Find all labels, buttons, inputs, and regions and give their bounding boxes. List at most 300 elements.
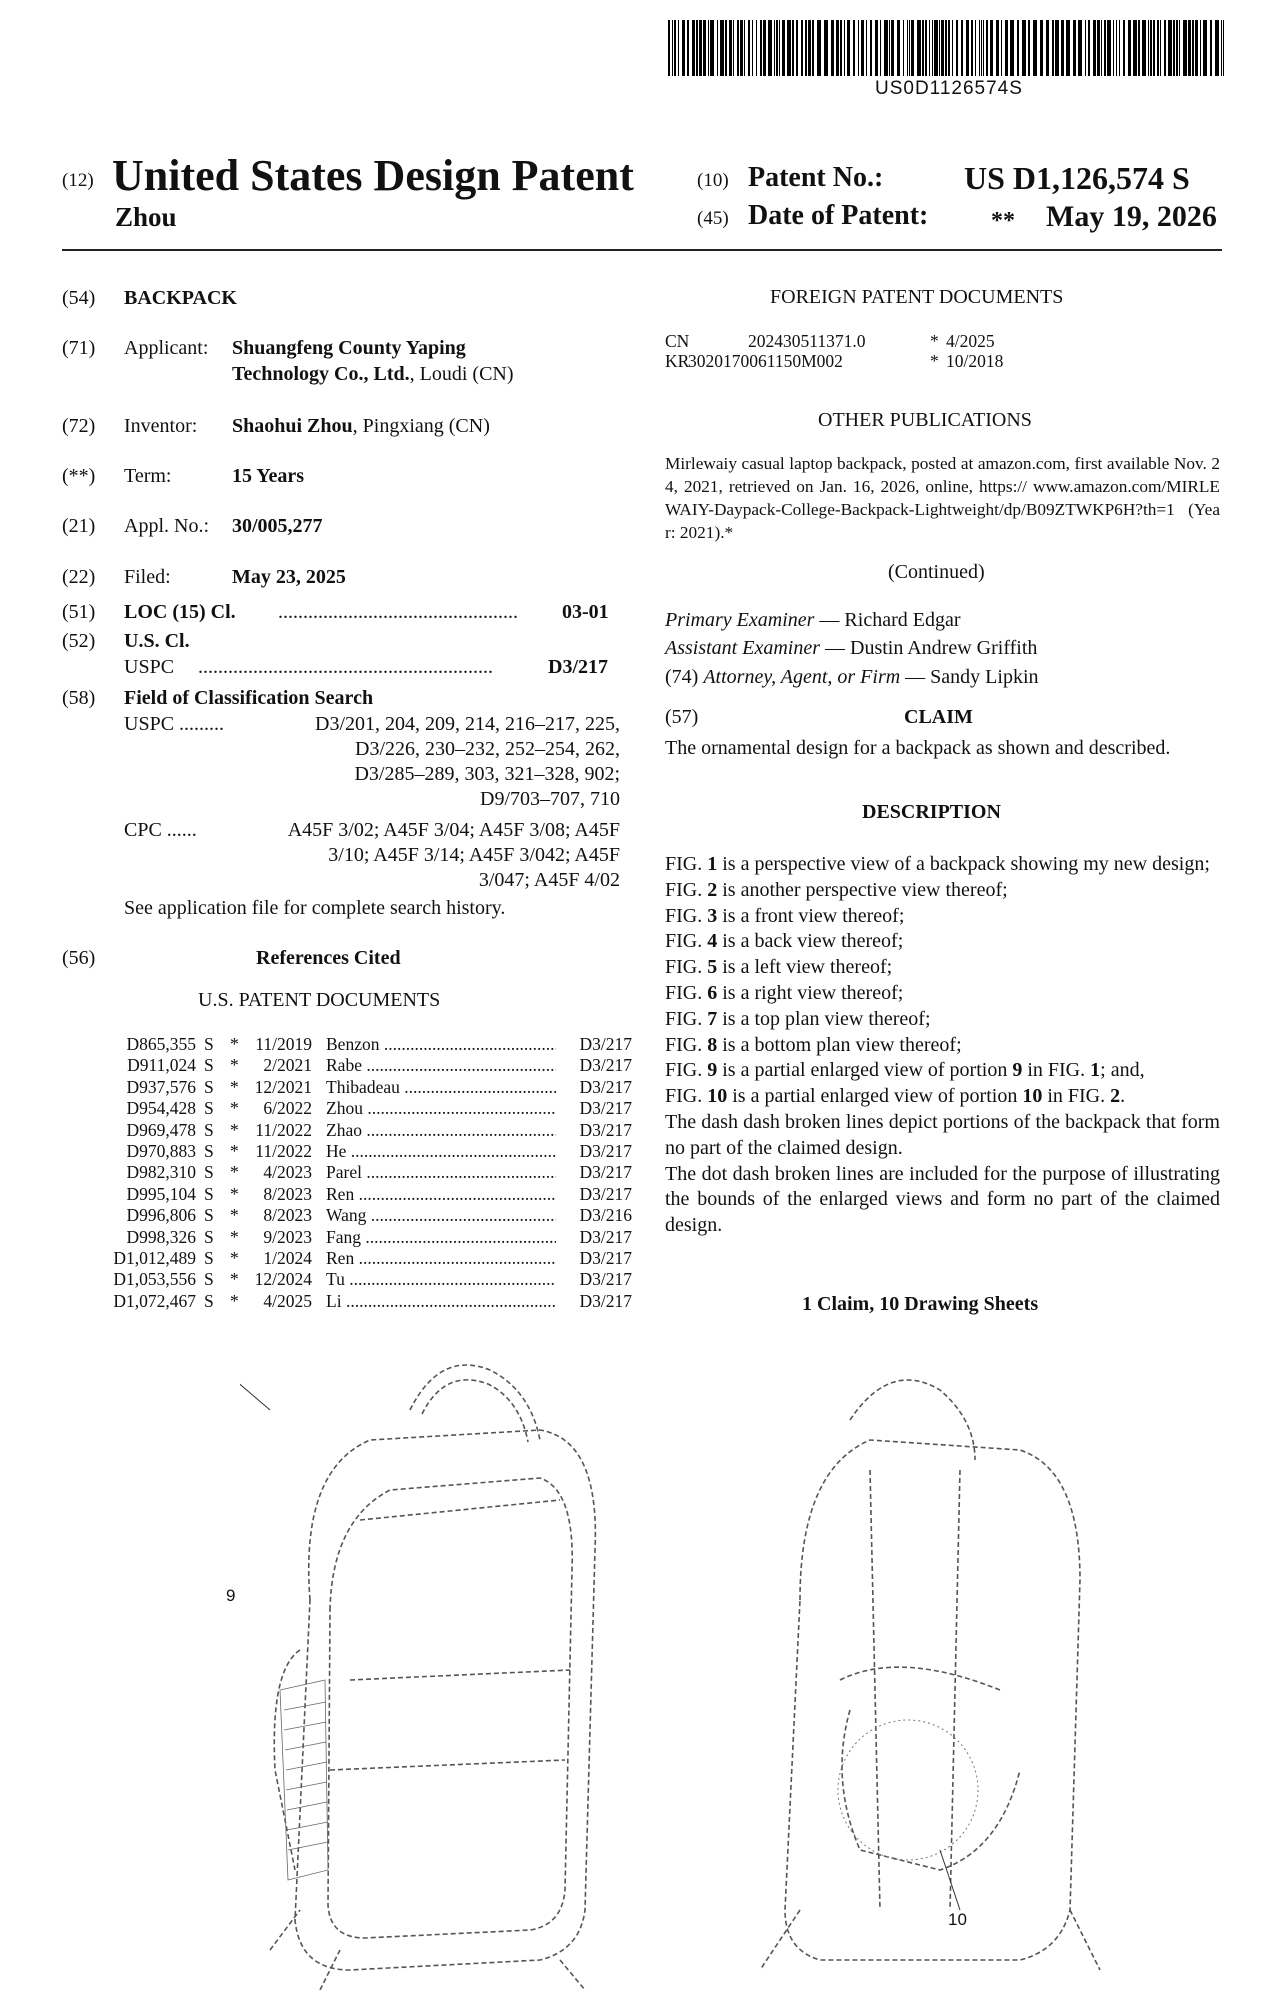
term-label: Term: (124, 465, 172, 487)
us-patent-date: 4/2023 (263, 1162, 312, 1183)
inventor-line (232, 414, 490, 439)
us-patent-kind: S (204, 1034, 214, 1054)
foreign-doc-star: * (930, 331, 939, 351)
us-patent-name: Tu ..... (326, 1269, 626, 1290)
description-post: is another perspective view thereof; (717, 878, 1008, 901)
loc-label: LOC (15) Cl. (124, 601, 236, 623)
barcode-bar (1055, 20, 1059, 76)
description-post: is a right view thereof; (717, 981, 904, 1004)
us-patent-cls: D3/217 (556, 1141, 632, 1162)
barcode-bar (853, 20, 855, 76)
barcode-bar (1005, 20, 1008, 76)
barcode-bar (1113, 20, 1114, 76)
barcode-bar (737, 20, 739, 76)
barcode-bar (1010, 20, 1014, 76)
backpack-drawings (240, 1350, 1240, 1990)
field-cpc-2: 3/10; A45F 3/14; A45F 3/042; A45F (328, 844, 620, 866)
description-body (665, 852, 1220, 1239)
description-fig10 (665, 1084, 1220, 1110)
barcode-bar (760, 20, 762, 76)
barcode-bar (1066, 20, 1070, 76)
description-pre: FIG. (665, 956, 708, 979)
us-patent-star: * (230, 1248, 239, 1268)
barcode-bar (1040, 20, 1043, 76)
us-patent-cls: D3/217 (556, 1184, 632, 1205)
appl-value: 30/005,277 (232, 515, 323, 537)
us-patent-star: * (230, 1034, 239, 1054)
us-patent-num: D996,806 (126, 1205, 196, 1226)
us-patent-documents-label: U.S. PATENT DOCUMENTS (198, 989, 441, 1011)
field-uspc-4: D9/703–707, 710 (480, 788, 620, 810)
barcode-bar (1085, 20, 1086, 76)
barcode (668, 20, 1224, 76)
code-21: (21) (62, 515, 96, 537)
desc-9-d: 9 (1012, 1059, 1023, 1082)
barcode-bar (1116, 20, 1117, 76)
barcode-bar (672, 20, 673, 76)
us-patent-row (90, 1269, 632, 1290)
barcode-bar (774, 20, 775, 76)
applicant-location: , Loudi (CN) (409, 363, 514, 385)
barcode-bar (1123, 20, 1125, 76)
barcode-bar (1052, 20, 1054, 76)
barcode-bar (756, 20, 757, 76)
barcode-bar (1128, 20, 1131, 76)
barcode-bar (840, 20, 842, 76)
barcode-bar (939, 20, 940, 76)
barcode-bar (740, 20, 743, 76)
loc-value: 03-01 (562, 601, 609, 623)
patent-number: US D1,126,574 S (964, 160, 1190, 196)
us-patent-cls: D3/217 (556, 1269, 632, 1290)
barcode-bar (1148, 20, 1149, 76)
us-patent-kind: S (204, 1205, 214, 1226)
field-cpc-prefix: CPC ...... (124, 819, 197, 841)
description-line (665, 955, 1220, 981)
barcode-bar (1119, 20, 1120, 76)
header-rule (62, 249, 1222, 251)
leader-line-9 (240, 1350, 270, 1410)
barcode-bar (844, 20, 845, 76)
barcode-bar (875, 20, 878, 76)
us-patent-cls: D3/217 (556, 1227, 632, 1248)
barcode-bar (996, 20, 999, 76)
us-patent-kind: S (204, 1290, 214, 1311)
barcode-bar (1164, 20, 1166, 76)
inventor-name: Shaohui Zhou (232, 415, 353, 437)
barcode-bar (808, 20, 811, 76)
references-cited-label: References Cited (256, 947, 401, 969)
us-patent-num: D969,478 (126, 1119, 196, 1140)
barcode-bar (1046, 20, 1049, 76)
loc-dots: ................................................ (278, 601, 518, 623)
description-fig9 (665, 1058, 1220, 1084)
inventor-location: , Pingxiang (CN) (352, 415, 490, 437)
barcode-bar (1138, 20, 1140, 76)
barcode-bar (733, 20, 734, 76)
barcode-bar (870, 20, 872, 76)
us-patent-date: 11/2022 (255, 1141, 312, 1161)
us-patent-star: * (230, 1055, 239, 1076)
code-22: (22) (62, 566, 96, 588)
description-pre: FIG. (665, 904, 708, 927)
barcode-bar (990, 20, 993, 76)
barcode-bar (1017, 20, 1019, 76)
field-cpc-3: 3/047; A45F 4/02 (478, 869, 620, 891)
barcode-bar (1203, 20, 1207, 76)
us-patent-date: 2/2021 (263, 1055, 312, 1076)
code-74: (74) (665, 666, 699, 688)
us-patent-name: Zhao ..... (326, 1120, 626, 1141)
us-patent-date: 8/2023 (263, 1205, 312, 1226)
desc-10-a: FIG. (665, 1085, 708, 1108)
barcode-bar (861, 20, 864, 76)
primary-examiner: — Richard Edgar (819, 609, 961, 631)
barcode-bar (1001, 20, 1002, 76)
attorney: — Sandy Lipkin (905, 666, 1039, 688)
description-label: DESCRIPTION (862, 801, 1001, 823)
barcode-bar (831, 20, 834, 76)
desc-9-g: ; and, (1100, 1059, 1145, 1082)
reference-label-9: 9 (226, 1586, 236, 1605)
field-uspc-3: D3/285–289, 303, 321–328, 902; (354, 763, 620, 785)
patent-type-title: United States Design Patent (112, 151, 634, 200)
reference-label-10: 10 (948, 1910, 967, 1929)
code-52: (52) (62, 630, 96, 652)
barcode-bar (922, 20, 924, 76)
field-uspc-1: D3/201, 204, 209, 214, 216–217, 225, (315, 713, 620, 735)
us-patent-kind: S (204, 1055, 214, 1076)
filed-label: Filed: (124, 566, 171, 588)
barcode-bar (1073, 20, 1076, 76)
barcode-bar (824, 20, 828, 76)
barcode-bar (925, 20, 927, 76)
us-patent-kind: S (204, 1269, 214, 1290)
barcode-bar (956, 20, 958, 76)
description-pre: FIG. (665, 878, 708, 901)
barcode-bar (717, 20, 718, 76)
barcode-bar (903, 20, 904, 76)
us-patent-date: 12/2021 (254, 1076, 312, 1097)
us-patent-name: He ..... (326, 1141, 626, 1162)
description-pre: FIG. (665, 1007, 708, 1030)
barcode-bar (1033, 20, 1037, 76)
description-fig: 7 (707, 1007, 718, 1030)
barcode-bar (752, 20, 753, 76)
us-patent-row (90, 1162, 632, 1183)
barcode-bar (805, 20, 807, 76)
barcode-bar (961, 20, 963, 76)
code-72: (72) (62, 415, 96, 437)
barcode-bar (858, 20, 859, 76)
us-patent-row (90, 1055, 632, 1076)
us-patent-name: Zhou ..... (326, 1098, 626, 1119)
us-patent-num: D937,576 (126, 1076, 196, 1097)
barcode-bar (817, 20, 821, 76)
barcode-bar (880, 20, 881, 76)
barcode-bar (891, 20, 894, 76)
continued-link[interactable]: (Continued) (888, 561, 985, 583)
description-pre: FIG. (665, 853, 708, 875)
us-patent-num: D954,428 (126, 1098, 196, 1119)
other-publication-text: Mirlewaiy casual laptop backpack, posted at amazon.com, first available Nov. 24, 2021, retrieved on Jan. 16, 2026, online, https:// www.amazon.com/MIRLEWAIY-Daypack-College-Backpack-Lightweight/dp/B09ZTWKP6H?th=1 (Year: 2021).* (665, 454, 1220, 542)
us-patent-row (90, 1119, 632, 1141)
barcode-bar (897, 20, 900, 76)
us-patent-star: * (230, 1269, 239, 1290)
backpack-front-perspective (270, 1365, 595, 1990)
code-51: (51) (62, 601, 96, 623)
description-figure-lines (665, 852, 1220, 1058)
applicant-line-2 (232, 362, 514, 387)
description-fig: 6 (707, 981, 718, 1004)
description-post: is a perspective view of a backpack showing my new design; (717, 853, 1210, 875)
date-label: Date of Patent: (748, 200, 929, 231)
barcode-bar (744, 20, 745, 76)
other-publications-label: OTHER PUBLICATIONS (818, 409, 1032, 431)
us-patent-kind: S (204, 1162, 214, 1183)
us-patent-star: * (230, 1076, 239, 1097)
foreign-doc-date: 4/2025 (946, 331, 995, 351)
us-patent-date: 6/2022 (263, 1098, 312, 1119)
barcode-bar (1200, 20, 1201, 76)
barcode-bar (729, 20, 732, 76)
field-uspc-prefix: USPC ......... (124, 713, 225, 735)
desc-10-g: . (1120, 1085, 1126, 1108)
barcode-number: US0D1126574S (875, 78, 1023, 99)
applicant-company: Technology Co., Ltd. (232, 363, 410, 385)
barcode-bar (696, 20, 698, 76)
leader-line-10 (940, 1850, 960, 1910)
desc-9-c: is a partial enlarged view of portion (717, 1059, 1013, 1082)
barcode-bar (847, 20, 850, 76)
description-fig: 3 (707, 904, 718, 927)
barcode-bar (1097, 20, 1100, 76)
barcode-bar (945, 20, 947, 76)
barcode-bar (678, 20, 679, 76)
barcode-bar (1192, 20, 1194, 76)
us-cl-label: U.S. Cl. (124, 630, 190, 652)
us-patent-kind: S (204, 1183, 214, 1204)
description-fig: 8 (707, 1033, 718, 1056)
us-patent-star: * (230, 1290, 239, 1311)
us-patent-star: * (230, 1162, 239, 1183)
foreign-doc-country: CN (665, 331, 690, 351)
us-patent-date: 11/2019 (255, 1034, 312, 1054)
us-patent-row (90, 1076, 632, 1098)
barcode-bar (1188, 20, 1191, 76)
barcode-bar (748, 20, 750, 76)
description-line (665, 1033, 1220, 1059)
desc-9-b: 9 (707, 1059, 718, 1082)
us-patent-date: 12/2024 (254, 1269, 312, 1290)
barcode-bar (981, 20, 982, 76)
us-patent-name: Parel ..... (326, 1162, 626, 1183)
us-patent-star: * (230, 1205, 239, 1226)
us-patent-cls: D3/217 (556, 1098, 632, 1119)
patent-number-label: Patent No.: (748, 162, 884, 193)
us-patent-cls: D3/217 (556, 1077, 632, 1098)
foreign-docs-label: FOREIGN PATENT DOCUMENTS (770, 286, 1064, 308)
claim-label: CLAIM (904, 706, 973, 728)
barcode-bar (720, 20, 724, 76)
us-patent-row (90, 1034, 632, 1055)
description-line (665, 878, 1220, 904)
description-fig: 5 (707, 956, 718, 979)
barcode-bar (1061, 20, 1064, 76)
us-patent-name: Fang ..... (326, 1227, 626, 1248)
claim-text: The ornamental design for a backpack as shown and described. (665, 737, 1171, 759)
barcode-bar (687, 20, 689, 76)
desc-10-c: is a partial enlarged view of portion (727, 1085, 1023, 1108)
barcode-bar (934, 20, 938, 76)
us-patent-star: * (230, 1119, 239, 1140)
foreign-doc-date: 10/2018 (946, 351, 1004, 371)
us-patent-name: Wang ..... (326, 1205, 626, 1226)
us-patent-num: D998,326 (126, 1226, 196, 1247)
barcode-bar (668, 20, 670, 76)
barcode-bar (682, 20, 685, 76)
us-patent-row (90, 1141, 632, 1162)
code-71: (71) (62, 337, 96, 359)
barcode-bar (1168, 20, 1172, 76)
barcode-bar (1173, 20, 1175, 76)
us-patent-name: Benzon ..... (326, 1034, 626, 1055)
barcode-bar (884, 20, 888, 76)
barcode-bar (932, 20, 933, 76)
barcode-bar (983, 20, 984, 76)
description-post: is a bottom plan view thereof; (717, 1033, 962, 1056)
backpack-rear-perspective (760, 1380, 1100, 1970)
us-patent-kind: S (204, 1076, 214, 1097)
barcode-bar (1088, 20, 1090, 76)
barcode-bar (941, 20, 944, 76)
description-fig: 1 (707, 853, 718, 875)
field-see-note: See application file for complete search history. (124, 897, 506, 919)
barcode-bar (966, 20, 969, 76)
us-patent-name: Li ..... (326, 1291, 626, 1312)
barcode-bar (674, 20, 676, 76)
barcode-bar (1153, 20, 1155, 76)
us-patent-cls: D3/217 (556, 1034, 632, 1055)
barcode-bar (1215, 20, 1219, 76)
attorney-label: Attorney, Agent, or Firm (703, 666, 901, 688)
barcode-bar (1160, 20, 1161, 76)
code-45: (45) (697, 208, 729, 229)
date-stars: ** (991, 208, 1015, 234)
description-fig: 4 (707, 930, 718, 953)
desc-9-f: 1 (1090, 1059, 1101, 1082)
assistant-examiner: — Dustin Andrew Griffith (825, 637, 1038, 659)
us-patent-date: 1/2024 (263, 1248, 312, 1268)
description-line (665, 852, 1220, 878)
barcode-bar (979, 20, 980, 76)
description-line (665, 904, 1220, 930)
barcode-bar (1176, 20, 1178, 76)
description-line (665, 981, 1220, 1007)
code-54: (54) (62, 287, 96, 309)
barcode-bar (948, 20, 950, 76)
us-patent-name: Ren ..... (326, 1248, 626, 1269)
claims-sheets-count: 1 Claim, 10 Drawing Sheets (802, 1293, 1039, 1315)
barcode-bar (1107, 20, 1111, 76)
dotted-enlargement-circle (838, 1720, 978, 1860)
us-patent-kind: S (204, 1248, 214, 1268)
code-57: (57) (665, 706, 699, 728)
desc-9-a: FIG. (665, 1059, 708, 1082)
description-dash-note: The dash dash broken lines depict portions of the backpack that form no part of the claimed design. (665, 1110, 1220, 1159)
uspc-label: USPC (124, 656, 175, 678)
barcode-bar (787, 20, 791, 76)
barcode-bar (725, 20, 727, 76)
us-patent-star: * (230, 1098, 239, 1119)
description-dot-note: The dot dash broken lines are included for the purpose of illustrating the bounds of the enlarged views and form no part of the claimed design. (665, 1162, 1220, 1237)
desc-10-b: 10 (707, 1085, 728, 1108)
us-patent-date: 4/2025 (263, 1290, 312, 1311)
barcode-bar (909, 20, 910, 76)
description-post: is a front view thereof; (717, 904, 905, 927)
us-patent-date: 9/2023 (263, 1226, 312, 1247)
us-patent-name: Thibadeau ..... (326, 1077, 626, 1098)
barcode-bar (763, 20, 766, 76)
barcode-bar (866, 20, 867, 76)
us-patent-row (90, 1290, 632, 1312)
inventor-label: Inventor: (124, 415, 198, 437)
barcode-bar (986, 20, 988, 76)
code-10: (10) (697, 170, 729, 191)
us-patent-num: D1,053,556 (113, 1269, 196, 1290)
barcode-bar (699, 20, 702, 76)
barcode-bar (952, 20, 953, 76)
barcode-bar (907, 20, 908, 76)
us-patent-num: D1,072,467 (113, 1290, 196, 1311)
description-line (665, 1007, 1220, 1033)
us-patent-num: D982,310 (126, 1162, 196, 1183)
us-patent-star: * (230, 1141, 239, 1161)
us-patent-num: D865,355 (126, 1034, 196, 1054)
barcode-bar (975, 20, 976, 76)
us-patent-row (90, 1205, 632, 1226)
field-label: Field of Classification Search (124, 687, 374, 709)
barcode-bar (1183, 20, 1187, 76)
barcode-bar (1221, 20, 1222, 76)
uspc-value: D3/217 (548, 656, 608, 678)
term-value: 15 Years (232, 465, 305, 487)
barcode-bar (768, 20, 772, 76)
barcode-bar (710, 20, 714, 76)
us-patent-cls: D3/217 (556, 1120, 632, 1141)
barcode-bar (1150, 20, 1152, 76)
us-patent-row (90, 1183, 632, 1205)
foreign-doc-num: 202430511371.0 (748, 331, 866, 351)
us-patent-kind: S (204, 1098, 214, 1119)
description-line (665, 929, 1220, 955)
barcode-bar (776, 20, 778, 76)
code-12: (12) (62, 170, 94, 191)
barcode-bar (692, 20, 695, 76)
primary-examiner-label: Primary Examiner (665, 609, 815, 631)
barcode-bar (1179, 20, 1180, 76)
description-pre: FIG. (665, 1033, 708, 1056)
barcode-bar (911, 20, 914, 76)
side-mesh-pocket (280, 1680, 328, 1880)
desc-10-e: in FIG. (1042, 1085, 1111, 1108)
us-patent-cls: D3/217 (556, 1248, 632, 1269)
description-fig: 2 (707, 878, 718, 901)
code-58: (58) (62, 687, 96, 709)
inventor-surname: Zhou (115, 202, 177, 232)
us-patent-star: * (230, 1226, 239, 1247)
barcode-bar (782, 20, 785, 76)
